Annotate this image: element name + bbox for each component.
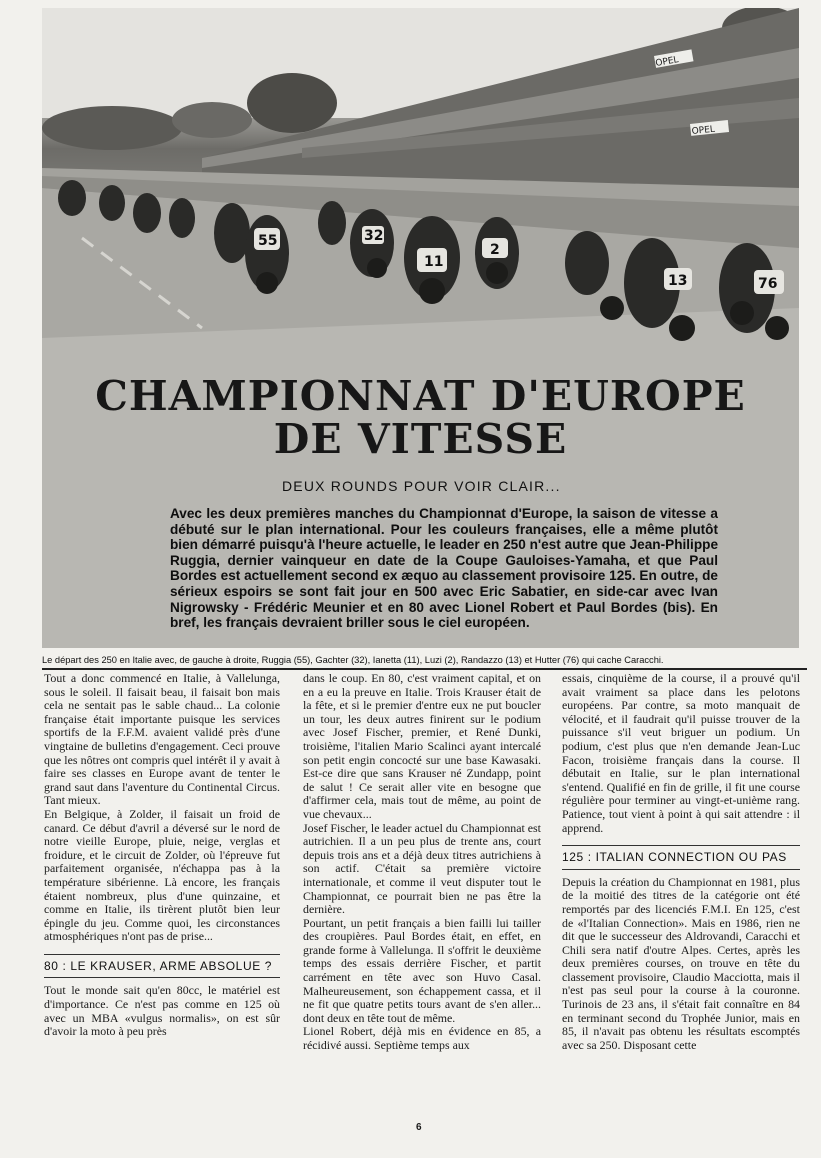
- bike-number-2: 2: [490, 242, 500, 258]
- page-number: 6: [416, 1122, 422, 1133]
- opel-banner-top: OPEL: [654, 55, 680, 69]
- body-paragraph: essais, cinquième de la course, il a prouvé qu'il avait vraiment sa place dans les pelotons européens. Par contre, sa moto manquait de vélocité, et il faudrait qu'il puisse trouver de la puissance s'il veut briguer un podium. Un podium, c'est plus que n'en demande Jean-Luc Facon, troisième français dans la course. Il débutait en Italie, sur le plan international s'entend. Qualifié en fin de grille, il fit une course régulière pour terminer au vingt-et-unième rang. Patience, tout vient à point à qui sait attendre : il apprend.: [562, 671, 800, 835]
- body-paragraph: Depuis la création du Championnat en 1981, plus de la moitié des titres de la catégorie ont été remportés par des licenciés F.M.I. En 125, c'est de «l'Italian Connection». Mais en 1986, rien ne dit que le successeur des Aldrovandi, Caracchi et Chili sera natif d'outre Alpes. Certes, après les deux premières courses, on trouve en tête du classement provisoire, Claudio Macciotta, mais il n'est pas seul pour la course à la couronne. Turinois de 23 ans, il s'était fait connaître en 84 en terminant second du Trophée Junior, mais en 85, il n'avait pas obtenu les résultats escomptés avec sa 250. Disposant cette: [562, 874, 800, 1052]
- section-heading-80cc: 80 : LE KRAUSER, ARME ABSOLUE ?: [44, 954, 280, 979]
- article-subtitle: DEUX ROUNDS POUR VOIR CLAIR...: [282, 478, 561, 494]
- bike-number-13: 13: [668, 273, 688, 289]
- race-start-photo: [42, 8, 799, 648]
- body-paragraph: Lionel Robert, déjà mis en évidence en 85, a récidivé aussi. Septième temps aux: [303, 1024, 541, 1053]
- body-paragraph: Josef Fischer, le leader actuel du Championnat est autrichien. Il a un peu plus de trente ans, court depuis trois ans et a déjà deux titres autrichiens à son actif. C'était sa première victoire internationale, et comme il veut disputer tout le Championnat, ce pourrait bien ne pas être la dernière.: [303, 820, 541, 917]
- body-paragraph: dans le coup. En 80, c'est vraiment capital, et on en a eu la preuve en Italie. Trois Krauser était de la fête, et si le premier d'entre eux ne put boucler un tour, les deux autres finirent sur le podium avec Josef Fischer, premier, et René Dunki, troisième, l'italien Mario Scalinci ayant intercalé son petit engin concocté sur une base Kawasaki. Est-ce dire que sans Krauser né Zundapp, point de salut ! Ce serait aller vite en besogne que d'affirmer cela, mais tout de même, au point de vue chevaux...: [303, 671, 541, 821]
- column-2: [303, 672, 541, 1053]
- caption-divider: [42, 668, 807, 670]
- photo-caption: Le départ des 250 en Italie avec, de gauche à droite, Ruggia (55), Gachter (32), Ianetta (11), Luzi (2), Randazzo (13) et Hutter (76) qui cache Caracchi.: [42, 655, 664, 665]
- bike-number-76: 76: [758, 276, 778, 292]
- bike-number-32: 32: [364, 228, 384, 244]
- section-heading-125cc: 125 : ITALIAN CONNECTION OU PAS: [562, 845, 800, 870]
- column-1: [44, 672, 280, 1039]
- bike-number-55: 55: [258, 233, 278, 249]
- body-paragraph: Pourtant, un petit français a bien failli lui tailler des croupières. Paul Bordes était, en effet, en grande forme à Vallelunga. Il s'offrit le deuxième temps des essais derrière Fischer, et partit carrément en tête avec son Huvo Casal. Malheureusement, son échappement cassa, et il ne fit que quatre petits tours avant de s'en aller... dont deux en tête tout de même.: [303, 915, 541, 1025]
- article-title-line-2: DE VITESSE: [273, 415, 568, 463]
- body-paragraph: Tout le monde sait qu'en 80cc, le matériel est d'importance. Ce n'est pas comme en 125 où avec un MBA «vulgus normalis», on est sûr d'avoir la moto à peu près: [44, 983, 280, 1039]
- article-intro: Avec les deux premières manches du Championnat d'Europe, la saison de vitesse a débuté sur le plan international. Pour les couleurs françaises, elle a même plutôt bien démarré puisqu'à l'heure actuelle, le leader en 250 n'est autre que Jean-Philippe Ruggia, dernier vainqueur en date de la Coupe Gauloises-Yamaha, et que Paul Bordes est actuellement second ex æquo au classement provisoire 125. En outre, de sérieux espoirs se sont fait jour en 500 avec Eric Sabatier, en side-car avec Ivan Nigrowsky - Frédéric Meunier et en 80 avec Lionel Robert et Paul Bordes (bis). En bref, les français devraient briller sous le ciel européen.: [170, 506, 718, 631]
- body-paragraph: En Belgique, à Zolder, il faisait un froid de canard. Ce début d'avril a déversé sur le nord de notre vieille Europe, pluie, neige, verglas et froidure, et le circuit de Zolder, où l'épreuve fut parfaitement organisée, n'échappa pas à la température sibérienne. Là encore, les français étaient nombreux, plus d'une quinzaine, et comme en Italie, ils tirèrent plutôt bien leur épingle du jeu. Comme quoi, les circonstances atmosphériques n'ont pas de prise...: [44, 806, 280, 944]
- column-3: [562, 672, 800, 1052]
- opel-banner-lower: OPEL: [691, 124, 716, 137]
- bike-number-11: 11: [424, 254, 444, 270]
- body-paragraph: Tout a donc commencé en Italie, à Vallelunga, sous le soleil. Il faisait beau, il faisait bon mais cela ne sentait pas le sable chaud... La colonie française était importante puisque les services sportifs de la F.F.M. avaient validé près d'une vingtaine de bulletins d'engagement. Ceci prouve que les nôtres ont compris quel intérêt il y avait à faire ses classes en Europe avant de tenter le grand saut dans l'aventure du Continental Circus. Tant mieux.: [44, 671, 280, 808]
- article-title-line-1: CHAMPIONNAT D'EUROPE: [95, 372, 746, 420]
